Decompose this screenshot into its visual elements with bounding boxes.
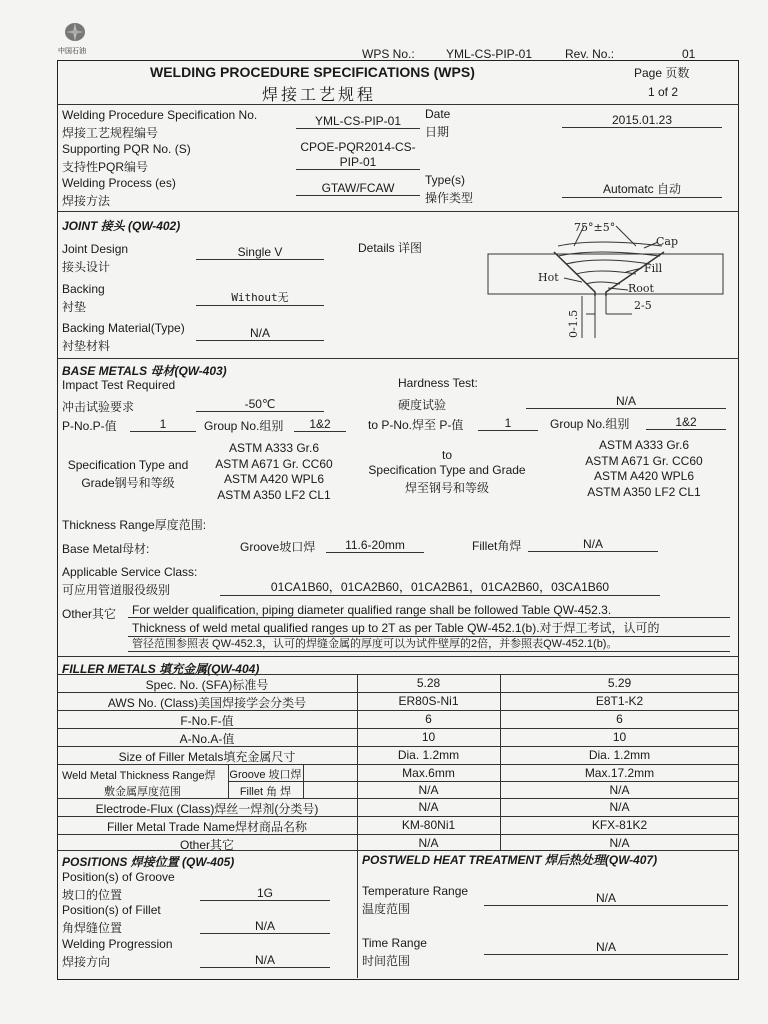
wps-spec-label-cn: 焊接工艺规程编号 [62,126,159,140]
fill-label: Fill [644,262,663,275]
filler-row-b: KFX-81K2 [591,818,648,832]
type-label: Type(s) [425,173,466,187]
divider [57,211,739,212]
col-line [357,850,358,978]
process-label-cn: 焊接方法 [62,194,111,208]
filler-row-b: N/A [609,836,630,850]
time-range-label-cn: 时间范围 [362,954,411,968]
filler-row-label: AWS No. (Class)美国焊接学会分类号 [107,696,307,710]
groove-position-value: 1G [200,886,330,901]
time-range-label: Time Range [362,936,427,950]
fillet-position-label: Position(s) of Fillet [62,903,161,917]
groove-label: Groove坡口焊 [240,540,316,554]
rev-label: Rev. No.: [565,47,615,61]
title-cn: 焊接工艺规程 [262,87,377,104]
filler-row-label: Electrode-Flux (Class)焊丝一焊剂(分类号) [95,802,319,816]
temp-range-label: Temperature Range [362,884,469,898]
page-value: 1 of 2 [648,85,679,99]
filler-row-b: 5.29 [607,676,632,690]
backing-label-cn: 衬垫 [62,300,87,314]
temp-range-label-cn: 温度范围 [362,902,411,916]
backing-value: Without无 [196,289,324,306]
spec-value: ASTM A350 LF2 CL1 [217,487,331,502]
wm-fillet-b: N/A [609,783,630,797]
hardness-value: N/A [526,394,726,409]
to-spec-label: Specification Type and Grade [368,463,526,477]
title-en: WELDING PROCEDURE SPECIFICATIONS (WPS) [150,64,475,80]
joint-design-label: Joint Design [62,242,129,256]
col-line [303,764,304,798]
pno-value: 1 [130,417,196,432]
date-value: 2015.01.23 [562,113,722,128]
divider [57,358,739,359]
filler-row-b: 10 [612,730,627,744]
row-line [228,781,739,782]
temp-range-value: N/A [484,891,728,906]
spec-value: ASTM A671 Gr. CC60 [215,456,333,471]
page-label: Page 页数 [634,66,690,80]
fillet-label: Fillet角焊 [472,539,522,553]
to-group-value: 1&2 [646,415,726,430]
to-spec-value: ASTM A671 Gr. CC60 [585,453,703,468]
wm-groove-b: Max.17.2mm [584,766,655,780]
filler-row-label: Filler Metal Trade Name焊材商品名称 [106,820,308,834]
service-label: Applicable Service Class: [62,565,198,579]
date-label-cn: 日期 [425,125,450,139]
pqr-label-cn: 支持性PQR编号 [62,160,149,174]
base-metal-label: Base Metal母材: [62,542,150,556]
progression-value: N/A [200,953,330,968]
filler-row-b: N/A [609,800,630,814]
spec-label-line1: Specification Type and [67,458,189,472]
details-label: Details 详图 [358,241,423,255]
other-line-1: For welder qualification, piping diameter qualified range shall be followed Table QW-452.3. [128,603,730,618]
rev-value: 01 [682,47,696,61]
filler-row-a: KM-80Ni1 [401,818,456,832]
pqr-label: Supporting PQR No. (S) [62,142,191,156]
filler-row-b: Dia. 1.2mm [588,748,651,762]
wm-groove-label: Groove 坡口焊 [229,769,302,781]
process-value: GTAW/FCAW [296,181,420,196]
joint-design-label-cn: 接头设计 [62,260,111,274]
other-line-3: 管径范围参照表 QW-452.3，认可的焊缝金属的厚度可以为试件壁厚的2倍，并参照表QW-452.1(b)。 [128,635,730,652]
groove-position-label: Position(s) of Groove [62,870,175,884]
divider [57,656,739,657]
land-label: 0-1.5 [567,309,580,338]
fillet-position-label-cn: 角焊缝位置 [62,921,123,935]
impact-value: -50℃ [196,397,324,412]
gap-label: 2-5 [634,299,652,312]
hardness-label: Hardness Test: [398,376,478,390]
groove-value: 11.6-20mm [326,538,424,553]
filler-row-b: E8T1-K2 [595,694,644,708]
row-line [57,674,739,675]
weld-metal-label-line1: Weld Metal Thickness Range焊 [62,770,216,782]
company-logo [62,20,88,47]
positions-section-title: POSITIONS 焊接位置 (QW-405) [62,855,235,869]
spec-label-line2: Grade钢号和等级 [81,476,175,490]
fillet-value: N/A [528,537,658,552]
joint-detail-diagram [486,216,726,344]
filler-row-label: A-No.A-值 [179,732,235,746]
backing-material-label-cn: 衬垫材料 [62,339,111,353]
angle-label: 75°±5° [574,221,616,234]
to-group-label: Group No.组别 [550,417,630,431]
joint-design-value: Single V [196,245,324,260]
weld-metal-label-line2: 敷金属厚度范围 [104,786,181,798]
to-spec-value: ASTM A420 WPL6 [593,469,695,483]
service-value: 01CA1B60，01CA2B60，01CA2B61，01CA2B60，03CA1B60 [220,578,660,596]
wps-no-label: WPS No.: [362,47,415,61]
hot-label: Hot [538,271,559,284]
other-line-2: Thickness of weld metal qualified ranges up to 2T as per Table QW-452.1(b).对于焊工考试，认可的 [128,619,730,637]
type-label-cn: 操作类型 [425,191,474,205]
groove-position-label-cn: 坡口的位置 [62,888,123,902]
filler-row-a: N/A [418,800,439,814]
impact-label: Impact Test Required [62,378,176,392]
filler-row-label: Spec. No. (SFA)标准号 [145,678,269,692]
filler-section-title: FILLER METALS 填充金属(QW-404) [62,662,260,676]
cap-label: Cap [656,235,679,248]
filler-row-a: ER80S-Ni1 [398,694,459,708]
wm-fillet-a: N/A [418,783,439,797]
base-section-title: BASE METALS 母材(QW-403) [62,364,227,378]
divider [57,104,739,105]
wps-no-value: YML-CS-PIP-01 [446,47,533,61]
other-label: Other其它 [62,607,117,621]
time-range-value: N/A [484,940,728,955]
group-label: Group No.组别 [204,419,284,433]
filler-row-label: F-No.F-值 [180,714,234,728]
backing-material-label: Backing Material(Type) [62,321,185,335]
filler-row-label: Other其它 [179,838,234,852]
backing-material-value: N/A [196,326,324,341]
to-pno-label: to P-No.焊至 P-值 [368,418,464,432]
to-spec-label-cn: 焊至钢号和等级 [404,481,489,495]
group-value: 1&2 [294,417,346,432]
filler-row-a: 10 [421,730,436,744]
filler-row-a: Dia. 1.2mm [397,748,460,762]
date-label: Date [425,107,451,121]
root-label: Root [628,282,654,295]
to-spec-value: ASTM A333 Gr.6 [598,438,690,452]
joint-section-title: JOINT 接头 (QW-402) [62,219,181,233]
wm-groove-a: Max.6mm [402,766,455,780]
wps-spec-label: Welding Procedure Specification No. [62,108,258,122]
to-spec-value: ASTM A350 LF2 CL1 [587,484,701,499]
filler-row-a: 5.28 [416,676,441,690]
petrochina-logo-icon [62,20,88,44]
logo-caption: 中国石油 [58,48,86,55]
backing-label: Backing [62,282,105,296]
type-value: Automatc 自动 [562,180,722,198]
wps-spec-value: YML-CS-PIP-01 [296,114,420,129]
filler-row-b: 6 [616,712,623,726]
pqr-value-line2: PIP-01 [296,155,420,170]
pwht-section-title: POSTWELD HEAT TREATMENT 焊后热处理(QW-407) [362,853,658,867]
spec-value: ASTM A420 WPL6 [223,472,325,486]
to-pno-value: 1 [478,416,538,431]
service-label-cn: 可应用管道服役级别 [62,583,171,597]
spec-values [196,441,352,503]
filler-row-a: N/A [418,836,439,850]
thickness-label: Thickness Range厚度范围: [62,518,207,532]
to-spec-values [566,438,722,500]
spec-value: ASTM A333 Gr.6 [228,441,320,455]
hardness-label-cn: 硬度试验 [398,398,447,412]
pno-label: P-No.P-值 [62,419,117,433]
process-label: Welding Process (es) [62,176,176,190]
filler-row-label: Size of Filler Metals填充金属尺寸 [118,750,296,764]
filler-row-a: 6 [425,712,432,726]
progression-label-cn: 焊接方向 [62,955,111,969]
impact-label-cn: 冲击试验要求 [62,400,135,414]
wm-fillet-label: Fillet 角 焊 [239,786,292,798]
to-label: to [441,448,452,462]
pqr-value-line1: CPOE-PQR2014-CS- [300,140,416,154]
fillet-position-value: N/A [200,919,330,934]
progression-label: Welding Progression [62,937,173,951]
